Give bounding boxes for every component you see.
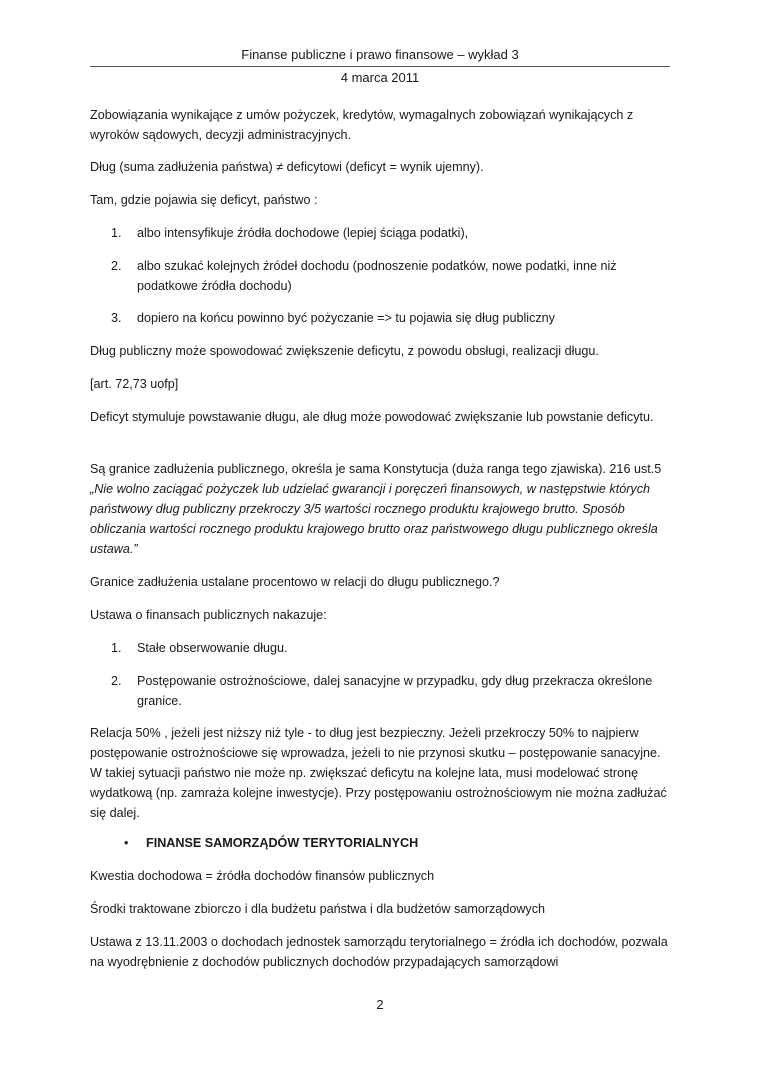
list-number: 1. — [111, 226, 122, 240]
header-divider — [90, 66, 670, 67]
paragraph-debt-vs-deficit: Dług (suma zadłużenia państwa) ≠ deficytowi (deficyt = wynik ujemny). — [90, 160, 484, 174]
list-text: albo szukać kolejnych źródeł dochodu (podnoszenie podatków, nowe podatki, inne niż podatkowe źródła dochodu) — [137, 259, 617, 293]
paragraph-deficit-stimulates: Deficyt stymuluje powstawanie długu, ale dług może powodować zwiększanie lub powstanie deficytu. — [90, 410, 654, 424]
list-text: albo intensyfikuje źródła dochodowe (lepiej ściąga podatki), — [137, 226, 469, 240]
document-date: 4 marca 2011 — [340, 70, 420, 85]
list-number: 2. — [111, 674, 122, 688]
list-item — [111, 223, 666, 243]
paragraph-deficit-intro: Tam, gdzie pojawia się deficyt, państwo : — [90, 193, 318, 207]
constitution-quote: „Nie wolno zaciągać pożyczek lub udzielać gwarancji i poręczeń finansowych, w następstwie których państwowy dług publiczny przekroczy 3/5 wartości rocznego produktu krajowego brutto. Sposób obliczania wartości rocznego produktu krajowego brutto oraz państwowego długu publicznego określa ustawa.” — [90, 482, 658, 556]
page-number: 2 — [376, 997, 384, 1012]
list-item — [111, 671, 666, 711]
paragraph-debt-effect: Dług publiczny może spowodować zwiększenie deficytu, z powodu obsługi, realizacji długu. — [90, 344, 599, 358]
paragraph-income-question: Kwestia dochodowa = źródła dochodów finansów publicznych — [90, 869, 435, 883]
paragraph-funds-collectively: Środki traktowane zbiorczo i dla budżetu państwa i dla budżetów samorządowych — [90, 902, 546, 916]
paragraph-relation-50: Relacja 50% , jeżeli jest niższy niż tyle - to dług jest bezpieczny. Jeżeli przekroczy 50% to najpierw postępowanie ostrożnościowe się wprowadza, jeżeli to nie przynosi skutku – postępowanie sanacyjne. W takiej sytuacji państwo nie może np. zwiększać deficytu na kolejne lata, musi modelować stronę wydatkową (np. zamraża kolejne inwestycje). Przy postępowaniu ostrożnościowym nie można zadłużać się dalej. — [90, 726, 667, 820]
section-heading-local-finance — [124, 833, 646, 853]
paragraph-act-2003: Ustawa z 13.11.2003 o dochodach jednostek samorządu terytorialnego = źródła ich dochodów, pozwala na wyodrębnienie z dochodów publicznych dochodów przypadających samorządowi — [90, 935, 668, 969]
list-text: dopiero na końcu powinno być pożyczanie => tu pojawia się dług publiczny — [137, 311, 555, 325]
list-item — [111, 308, 666, 328]
list-number: 2. — [111, 259, 122, 273]
list-number: 3. — [111, 311, 122, 325]
paragraph-constitution — [90, 459, 670, 559]
list-text: Stałe obserwowanie długu. — [137, 641, 288, 655]
constitution-intro: Są granice zadłużenia publicznego, określa je sama Konstytucja (duża ranga tego zjawiska). 216 ust.5 — [90, 462, 662, 476]
list-item — [111, 256, 666, 296]
list-item — [111, 638, 666, 658]
paragraph-act-requires: Ustawa o finansach publicznych nakazuje: — [90, 608, 327, 622]
list-number: 1. — [111, 641, 122, 655]
paragraph-article-ref: [art. 72,73 uofp] — [90, 377, 179, 391]
list-text: Postępowanie ostrożnościowe, dalej sanacyjne w przypadku, gdy dług przekracza określone granice. — [137, 674, 653, 708]
bullet-icon: • — [124, 836, 129, 850]
paragraph-obligations: Zobowiązania wynikające z umów pożyczek, kredytów, wymagalnych zobowiązań wynikających z wyroków sądowych, decyzji administracyjnych. — [90, 108, 634, 142]
paragraph-debt-limits: Granice zadłużenia ustalane procentowo w relacji do długu publicznego.? — [90, 575, 500, 589]
section-heading-text: FINANSE SAMORZĄDÓW TERYTORIALNYCH — [146, 836, 419, 850]
document-title: Finanse publiczne i prawo finansowe – wykład 3 — [241, 47, 519, 62]
